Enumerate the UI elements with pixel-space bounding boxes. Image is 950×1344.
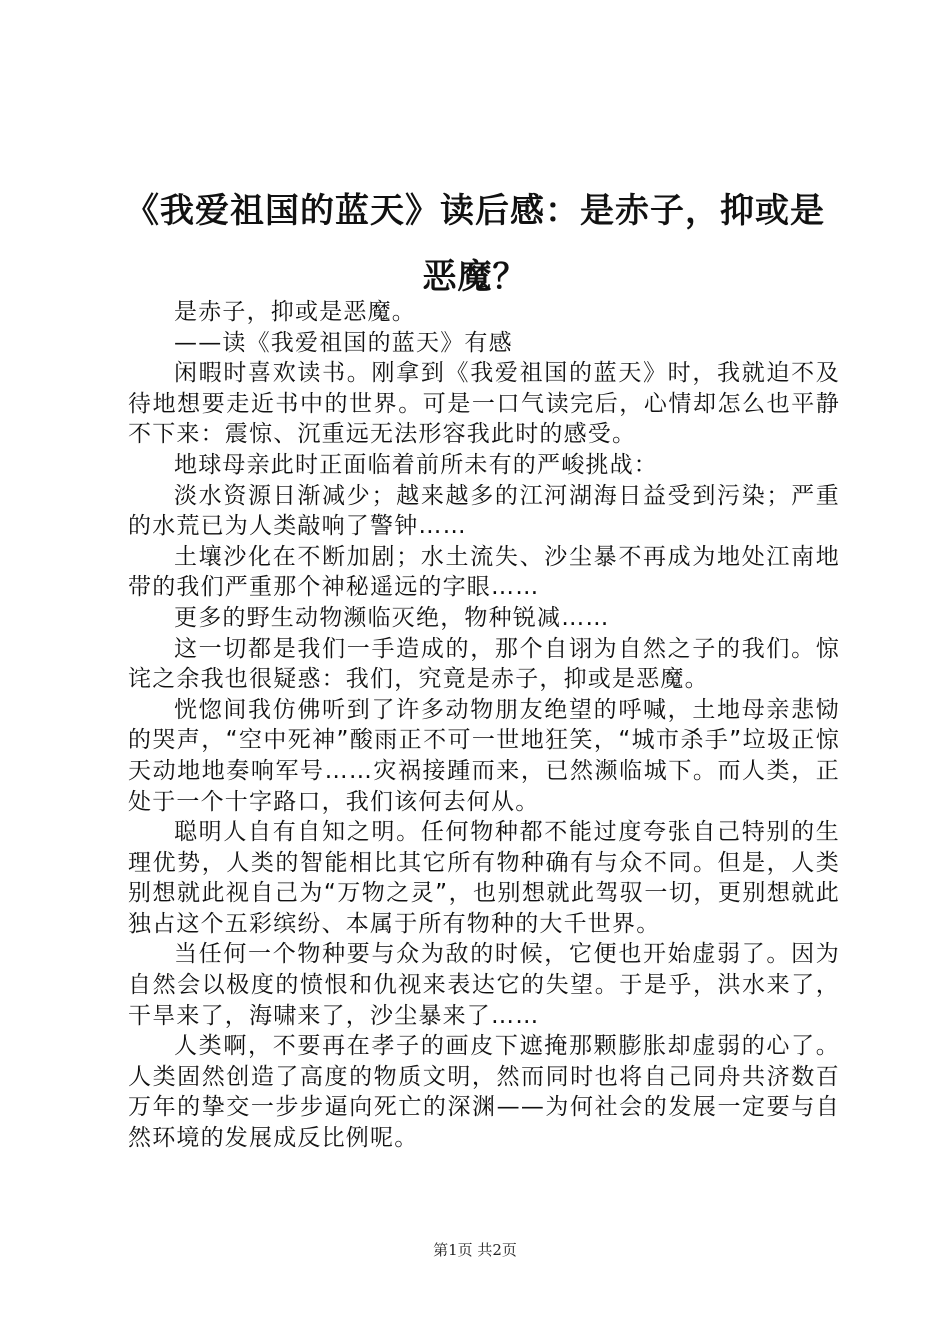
paragraph: 恍惚间我仿佛听到了许多动物朋友绝望的呼喊，土地母亲悲恸的哭声，“空中死神”酸雨正不可一世地狂笑，“城市杀手”垃圾正惊天动地地奏响军号……灾祸接踵而来，已然濒临城下。而人类，正处于一个十字路口，我们该何去何从。 (128, 696, 840, 815)
paragraph: 这一切都是我们一手造成的，那个自诩为自然之子的我们。惊诧之余我也很疑惑：我们，究竟是赤子，抑或是恶魔。 (128, 635, 840, 693)
document-title: 《我爱祖国的蓝天》读后感：是赤子，抑或是恶魔？ (125, 191, 825, 297)
paragraph: 是赤子，抑或是恶魔。 (174, 299, 416, 325)
paragraph: 地球母亲此时正面临着前所未有的严峻挑战： (174, 451, 658, 478)
document-body (128, 297, 840, 1154)
paragraph: 淡水资源日渐减少；越来越多的江河湖海日益受到污染；严重的水荒已为人类敲响了警钟…… (128, 482, 840, 540)
paragraph: 聪明人自有自知之明。任何物种都不能过度夸张自己特别的生理优势，人类的智能相比其它所有物种确有与众不同。但是，人类别想就此视自己为“万物之灵”，也别想就此驾驭一切，更别想就此独占这个五彩缤纷、本属于所有物种的大千世界。 (128, 819, 840, 937)
paragraph: 更多的野生动物濒临灭绝，物种锐减…… (174, 604, 610, 631)
paragraph: 当任何一个物种要与众为敌的时候，它便也开始虚弱了。因为自然会以极度的愤恨和仇视来表达它的失望。于是乎，洪水来了，干旱来了，海啸来了，沙尘暴来了…… (128, 941, 840, 1029)
paragraph: 土壤沙化在不断加剧；水土流失、沙尘暴不再成为地处江南地带的我们严重那个神秘遥远的字眼…… (128, 543, 840, 601)
paragraph: 闲暇时喜欢读书。刚拿到《我爱祖国的蓝天》时，我就迫不及待地想要走近书中的世界。可是一口气读完后，心情却怎么也平静不下来：震惊、沉重远无法形容我此时的感受。 (128, 360, 840, 448)
page-footer: 第1页 共2页 (433, 1241, 517, 1259)
paragraph: ——读《我爱祖国的蓝天》有感 (174, 329, 513, 356)
paragraph: 人类啊，不要再在孝子的画皮下遮掩那颗膨胀却虚弱的心了。人类固然创造了高度的物质文明，然而同时也将自己同舟共济数百万年的挚交一步步逼向死亡的深渊——为何社会的发展一定要与自然环境的发展成反比例呢。 (128, 1033, 840, 1152)
